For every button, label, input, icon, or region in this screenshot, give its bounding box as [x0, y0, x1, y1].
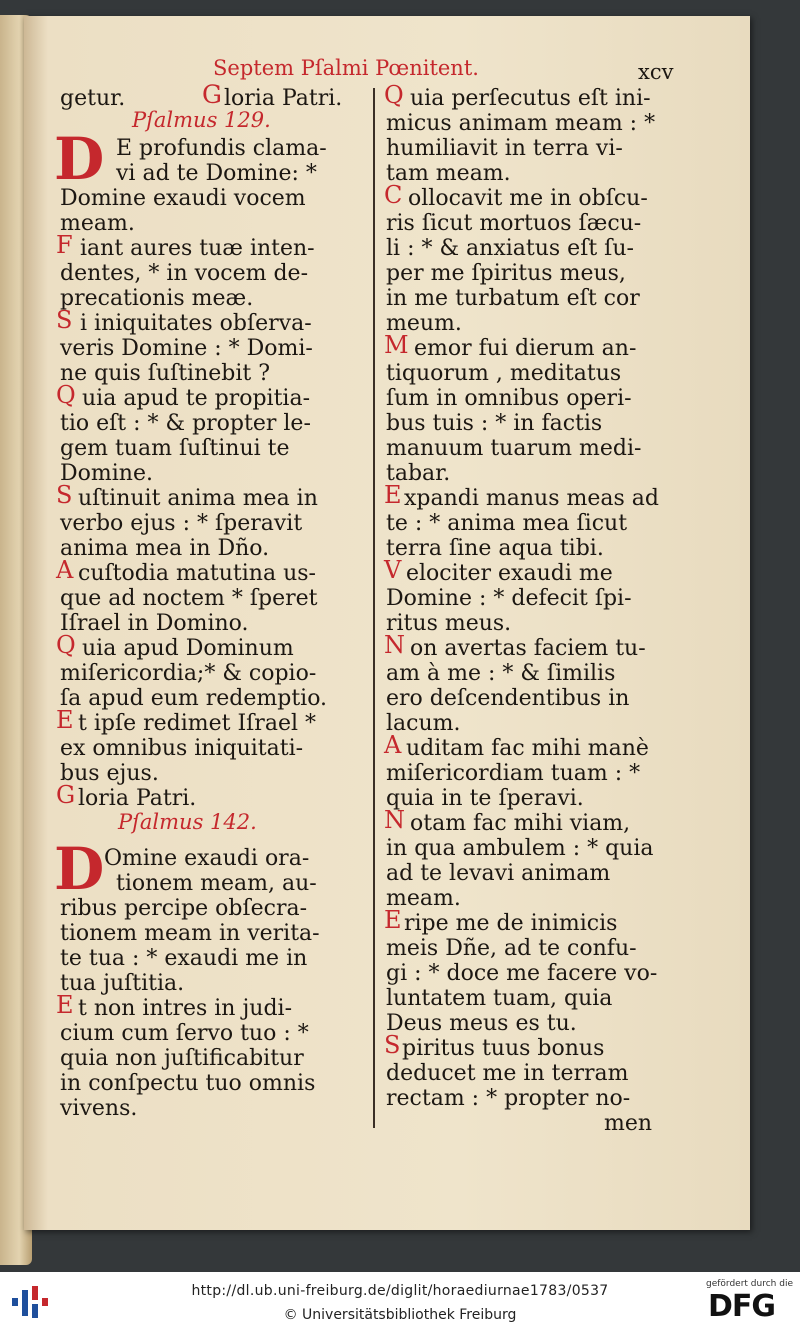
- right-line: ripe me de inimicis: [404, 911, 618, 936]
- right-line: luntatem tuam, quia: [386, 986, 613, 1011]
- left-line: Omine exaudi ora-: [104, 846, 310, 871]
- right-line: manuum tuarum medi-: [386, 436, 642, 461]
- left-line: tua juſtitia.: [60, 971, 185, 996]
- right-line: ero deſcendentibus in: [386, 686, 630, 711]
- left-line: ribus percipe obſecra-: [60, 896, 308, 921]
- initial-letter: E: [384, 906, 402, 934]
- right-line: bus tuis : * in factis: [386, 411, 603, 436]
- initial-letter: E: [384, 481, 402, 509]
- initial-letter: A: [384, 731, 402, 759]
- left-line: in conſpectu tuo omnis: [60, 1071, 316, 1096]
- left-line: dentes, * in vocem de-: [60, 261, 309, 286]
- left-line: te tua : * exaudi me in: [60, 946, 308, 971]
- right-line: emor fui dierum an-: [414, 336, 637, 361]
- copyright-notice: © Universitätsbibliothek Freiburg: [283, 1307, 517, 1323]
- left-line: ex omnibus iniquitati-: [60, 736, 304, 761]
- right-line: meam.: [386, 886, 461, 911]
- right-line: Domine : * defecit ſpi-: [386, 586, 632, 611]
- catchword: men: [604, 1111, 653, 1136]
- left-line: t ipſe redimet Iſrael *: [78, 711, 316, 736]
- right-line: gi : * doce me facere vo-: [386, 961, 658, 986]
- right-line: elociter exaudi me: [406, 561, 613, 586]
- column-divider: [373, 88, 375, 1128]
- right-line: meum.: [386, 311, 462, 336]
- left-line: uſtinuit anima mea in: [78, 486, 318, 511]
- right-line: deducet me in terram: [386, 1061, 629, 1086]
- right-line: uia perſecutus eſt ini-: [410, 86, 651, 111]
- right-line: in qua ambulem : * quia: [386, 836, 654, 861]
- right-line: xpandi manus meas ad: [404, 486, 659, 511]
- left-line: loria Patri.: [78, 786, 197, 811]
- running-title: Septem Pſalmi Pœnitent.: [213, 56, 479, 80]
- initial-letter: N: [384, 631, 405, 659]
- left-line: que ad noctem * ſperet: [60, 586, 318, 611]
- left-line: tionem meam, au-: [116, 871, 317, 896]
- initial-letter: Q: [384, 81, 404, 109]
- left-line: cium cum ſervo tuo : *: [60, 1021, 309, 1046]
- initial-letter: E: [56, 706, 74, 734]
- dfg-tagline: gefördert durch die: [706, 1279, 793, 1289]
- initial-letter: G: [56, 781, 76, 809]
- left-line: i iniquitates obſerva-: [80, 311, 312, 336]
- right-line: terra ſine aqua tibi.: [386, 536, 604, 561]
- left-line: gem tuam ſuſtinui te: [60, 436, 290, 461]
- left-line: vivens.: [60, 1096, 138, 1121]
- left-line: ne quis ſuſtinebit ?: [60, 361, 271, 386]
- left-line: Domine.: [60, 461, 153, 486]
- right-line: te : * anima mea ſicut: [386, 511, 628, 536]
- dfg-logo: DFG: [708, 1289, 776, 1324]
- initial-letter: S: [384, 1031, 401, 1059]
- initial-letter: F: [56, 231, 73, 259]
- initial-letter: S: [56, 481, 73, 509]
- right-line: ritus meus.: [386, 611, 512, 636]
- left-line: ſa apud eum redemptio.: [60, 686, 328, 711]
- initial-letter: Q: [56, 381, 76, 409]
- initial-letter: E: [56, 991, 74, 1019]
- left-line: anima mea in Dño.: [60, 536, 270, 561]
- right-line: in me turbatum eſt cor: [386, 286, 640, 311]
- permalink[interactable]: http://dl.ub.uni-freiburg.de/diglit/horaediurnae1783/0537: [191, 1283, 609, 1299]
- right-line: lacum.: [386, 711, 461, 736]
- left-line: precationis meæ.: [60, 286, 254, 311]
- right-line: li : * & anxiatus eſt ſu-: [386, 236, 634, 261]
- right-line: on avertas faciem tu-: [410, 636, 646, 661]
- left-line: vi ad te Domine: *: [116, 161, 317, 186]
- initial-letter: N: [384, 806, 405, 834]
- right-line: otam fac mihi viam,: [410, 811, 631, 836]
- left-line: t non intres in judi-: [78, 996, 293, 1021]
- right-line: ris ſicut mortuos ſæcu-: [386, 211, 642, 236]
- psalm-heading-142: Pſalmus 142.: [118, 810, 257, 834]
- left-line: veris Domine : * Domi-: [60, 336, 313, 361]
- right-line: tiquorum , meditatus: [386, 361, 622, 386]
- initial-letter: Q: [56, 631, 76, 659]
- right-line: tabar.: [386, 461, 451, 486]
- left-line: tionem meam in verita-: [60, 921, 320, 946]
- right-line: miſericordiam tuam : *: [386, 761, 641, 786]
- right-line: humiliavit in terra vi-: [386, 136, 623, 161]
- left-line: iant aures tuæ inten-: [80, 236, 315, 261]
- page-number: xcv: [638, 60, 674, 84]
- left-line: loria Patri.: [224, 86, 343, 111]
- initial-letter: C: [384, 181, 403, 209]
- right-line: per me ſpiritus meus,: [386, 261, 626, 286]
- right-line: rectam : * propter no-: [386, 1086, 631, 1111]
- left-line: uia apud Dominum: [82, 636, 294, 661]
- left-line: cuſtodia matutina us-: [78, 561, 316, 586]
- initial-letter: V: [384, 556, 402, 584]
- left-line: getur.: [60, 86, 126, 111]
- right-line: Deus meus es tu.: [386, 1011, 577, 1036]
- initial-letter: G: [202, 80, 222, 109]
- left-line: miſericordia;* & copio-: [60, 661, 317, 686]
- left-line: Domine exaudi vocem: [60, 186, 306, 211]
- right-line: tam meam.: [386, 161, 511, 186]
- right-line: meis Dñe, ad te confu-: [386, 936, 637, 961]
- left-line: Iſrael in Domino.: [60, 611, 249, 636]
- right-line: uditam fac mihi manè: [406, 736, 649, 761]
- viewer-footer: [0, 1272, 800, 1330]
- left-line: E profundis clama-: [116, 136, 327, 161]
- left-line: meam.: [60, 211, 135, 236]
- initial-letter: A: [56, 556, 74, 584]
- right-line: ad te levavi animam: [386, 861, 611, 886]
- right-line: ollocavit me in obſcu-: [408, 186, 648, 211]
- right-line: piritus tuus bonus: [402, 1036, 605, 1061]
- initial-letter: D: [54, 835, 105, 903]
- right-line: micus animam meam : *: [386, 111, 656, 136]
- right-line: quia in te ſperavi.: [386, 786, 584, 811]
- left-line: tio eſt : * & propter le-: [60, 411, 311, 436]
- initial-letter: D: [54, 125, 105, 193]
- left-line: quia non juſtificabitur: [60, 1046, 304, 1071]
- initial-letter: M: [384, 331, 409, 359]
- left-line: bus ejus.: [60, 761, 159, 786]
- left-line: uia apud te propitia-: [82, 386, 311, 411]
- right-line: ſum in omnibus operi-: [386, 386, 632, 411]
- right-line: am à me : * & ſimilis: [386, 661, 616, 686]
- initial-letter: S: [56, 306, 73, 334]
- left-line: verbo ejus : * ſperavit: [60, 511, 303, 536]
- psalm-heading-129: Pſalmus 129.: [132, 108, 271, 132]
